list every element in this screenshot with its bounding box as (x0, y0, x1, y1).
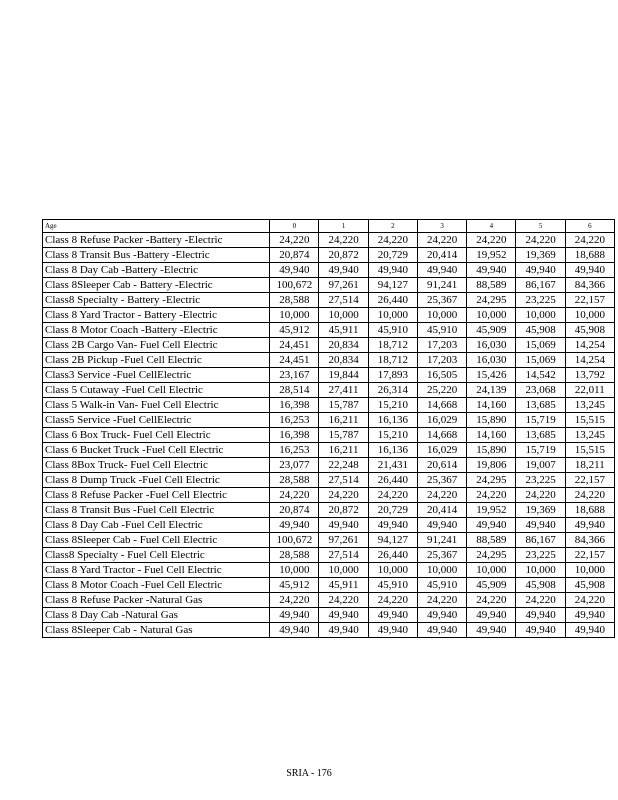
mileage-value: 91,241 (417, 533, 466, 548)
age-column-header: 3 (417, 220, 466, 233)
mileage-value: 16,253 (270, 443, 319, 458)
vehicle-class-label: Class 8 Refuse Packer -Battery -Electric (43, 233, 270, 248)
mileage-value: 13,685 (516, 428, 565, 443)
mileage-value: 49,940 (467, 608, 516, 623)
mileage-value: 26,440 (368, 473, 417, 488)
mileage-value: 18,211 (565, 458, 614, 473)
mileage-value: 45,910 (368, 323, 417, 338)
mileage-value: 88,589 (467, 278, 516, 293)
mileage-value: 26,440 (368, 293, 417, 308)
mileage-value: 88,589 (467, 533, 516, 548)
mileage-value: 24,220 (467, 488, 516, 503)
vehicle-class-label: Class 8 Transit Bus -Battery -Electric (43, 248, 270, 263)
mileage-value: 91,241 (417, 278, 466, 293)
mileage-value: 10,000 (516, 563, 565, 578)
mileage-value: 16,029 (417, 443, 466, 458)
mileage-value: 19,369 (516, 503, 565, 518)
table-row (43, 563, 615, 578)
mileage-value: 19,844 (319, 368, 368, 383)
age-column-header: 0 (270, 220, 319, 233)
table-row (43, 248, 615, 263)
mileage-value: 27,514 (319, 473, 368, 488)
table-row (43, 548, 615, 563)
vehicle-class-label: Class 6 Bucket Truck -Fuel Cell Electric (43, 443, 270, 458)
mileage-value: 49,940 (270, 518, 319, 533)
mileage-value: 20,834 (319, 338, 368, 353)
mileage-value: 100,672 (270, 278, 319, 293)
table-row (43, 308, 615, 323)
mileage-value: 45,909 (467, 323, 516, 338)
mileage-value: 10,000 (417, 563, 466, 578)
mileage-value: 20,729 (368, 503, 417, 518)
mileage-value: 10,000 (565, 563, 614, 578)
mileage-value: 49,940 (417, 608, 466, 623)
mileage-value: 84,366 (565, 533, 614, 548)
mileage-value: 24,220 (270, 488, 319, 503)
mileage-value: 24,220 (565, 488, 614, 503)
mileage-value: 49,940 (516, 608, 565, 623)
mileage-value: 22,248 (319, 458, 368, 473)
page-number: SRIA - 176 (286, 768, 332, 779)
mileage-value: 24,451 (270, 338, 319, 353)
mileage-value: 18,712 (368, 338, 417, 353)
age-column-header: 4 (467, 220, 516, 233)
table-row (43, 383, 615, 398)
mileage-value: 17,203 (417, 353, 466, 368)
mileage-value: 23,225 (516, 293, 565, 308)
mileage-value: 17,893 (368, 368, 417, 383)
mileage-value: 24,220 (516, 233, 565, 248)
vehicle-class-label: Class 8Sleeper Cab - Natural Gas (43, 623, 270, 638)
mileage-value: 24,220 (368, 233, 417, 248)
mileage-value: 24,220 (467, 233, 516, 248)
mileage-value: 49,940 (467, 263, 516, 278)
vehicle-class-label: Class 8Sleeper Cab - Fuel Cell Electric (43, 533, 270, 548)
mileage-value: 16,029 (417, 413, 466, 428)
mileage-value: 25,367 (417, 473, 466, 488)
table-row (43, 593, 615, 608)
mileage-value: 24,220 (319, 233, 368, 248)
mileage-value: 22,157 (565, 293, 614, 308)
mileage-value: 16,398 (270, 428, 319, 443)
mileage-value: 49,940 (319, 608, 368, 623)
table-row (43, 488, 615, 503)
table-row (43, 263, 615, 278)
mileage-value: 23,167 (270, 368, 319, 383)
table-row (43, 278, 615, 293)
vehicle-class-label: Class 8Sleeper Cab - Battery -Electric (43, 278, 270, 293)
mileage-value: 27,514 (319, 548, 368, 563)
mileage-value: 18,688 (565, 503, 614, 518)
mileage-value: 14,668 (417, 398, 466, 413)
mileage-value: 49,940 (565, 263, 614, 278)
mileage-value: 22,011 (565, 383, 614, 398)
mileage-value: 45,911 (319, 323, 368, 338)
mileage-value: 26,440 (368, 548, 417, 563)
mileage-value: 16,211 (319, 413, 368, 428)
mileage-value: 20,614 (417, 458, 466, 473)
mileage-value: 20,729 (368, 248, 417, 263)
mileage-value: 15,515 (565, 443, 614, 458)
mileage-value: 20,872 (319, 248, 368, 263)
mileage-value: 49,940 (516, 263, 565, 278)
vehicle-class-label: Class 8 Motor Coach -Fuel Cell Electric (43, 578, 270, 593)
mileage-value: 24,220 (516, 488, 565, 503)
mileage-value: 49,940 (270, 608, 319, 623)
mileage-value: 45,908 (516, 323, 565, 338)
mileage-value: 10,000 (467, 563, 516, 578)
mileage-value: 16,211 (319, 443, 368, 458)
mileage-value: 24,220 (417, 593, 466, 608)
mileage-value: 24,220 (467, 593, 516, 608)
mileage-value: 45,908 (565, 578, 614, 593)
age-column-header: 5 (516, 220, 565, 233)
table-row (43, 578, 615, 593)
mileage-value: 15,890 (467, 413, 516, 428)
vehicle-class-label: Class 5 Walk-in Van- Fuel Cell Electric (43, 398, 270, 413)
mileage-value: 25,367 (417, 548, 466, 563)
mileage-value: 45,910 (417, 323, 466, 338)
mileage-value: 16,136 (368, 443, 417, 458)
mileage-value: 20,874 (270, 248, 319, 263)
mileage-value: 10,000 (319, 308, 368, 323)
table-row (43, 608, 615, 623)
vehicle-class-label: Class 2B Pickup -Fuel Cell Electric (43, 353, 270, 368)
mileage-value: 24,220 (565, 593, 614, 608)
mileage-value: 24,295 (467, 548, 516, 563)
mileage-value: 20,834 (319, 353, 368, 368)
vehicle-class-label: Class 8 Refuse Packer -Natural Gas (43, 593, 270, 608)
age-column-header: 1 (319, 220, 368, 233)
mileage-value: 28,588 (270, 473, 319, 488)
mileage-value: 13,792 (565, 368, 614, 383)
mileage-value: 97,261 (319, 278, 368, 293)
mileage-value: 23,077 (270, 458, 319, 473)
table-header (43, 220, 615, 233)
mileage-value: 14,668 (417, 428, 466, 443)
mileage-value: 45,908 (516, 578, 565, 593)
mileage-value: 94,127 (368, 278, 417, 293)
mileage-value: 45,910 (417, 578, 466, 593)
mileage-value: 24,220 (270, 233, 319, 248)
mileage-value: 15,426 (467, 368, 516, 383)
vehicle-class-label: Class3 Service -Fuel CellElectric (43, 368, 270, 383)
mileage-value: 49,940 (467, 623, 516, 638)
mileage-value: 97,261 (319, 533, 368, 548)
mileage-value: 15,515 (565, 413, 614, 428)
mileage-value: 45,909 (467, 578, 516, 593)
mileage-value: 16,030 (467, 353, 516, 368)
mileage-value: 28,588 (270, 548, 319, 563)
vehicle-class-label: Class 8 Day Cab -Battery -Electric (43, 263, 270, 278)
mileage-value: 24,220 (417, 233, 466, 248)
table-row (43, 533, 615, 548)
mileage-value: 10,000 (368, 308, 417, 323)
mileage-value: 10,000 (516, 308, 565, 323)
mileage-value: 24,220 (368, 488, 417, 503)
mileage-value: 16,136 (368, 413, 417, 428)
mileage-value: 23,225 (516, 548, 565, 563)
vehicle-class-label: Class 2B Cargo Van- Fuel Cell Electric (43, 338, 270, 353)
mileage-value: 15,210 (368, 398, 417, 413)
mileage-value: 26,314 (368, 383, 417, 398)
vehicle-class-label: Class 5 Cutaway -Fuel Cell Electric (43, 383, 270, 398)
table-row (43, 293, 615, 308)
mileage-value: 45,912 (270, 323, 319, 338)
mileage-value: 49,940 (319, 623, 368, 638)
age-column-header: 2 (368, 220, 417, 233)
mileage-value: 45,911 (319, 578, 368, 593)
mileage-value: 20,872 (319, 503, 368, 518)
mileage-value: 49,940 (319, 263, 368, 278)
mileage-value: 10,000 (417, 308, 466, 323)
mileage-value: 15,069 (516, 338, 565, 353)
age-column-header: 6 (565, 220, 614, 233)
mileage-value: 19,952 (467, 248, 516, 263)
table-row (43, 503, 615, 518)
mileage-value: 24,220 (417, 488, 466, 503)
vehicle-class-label: Class5 Service -Fuel CellElectric (43, 413, 270, 428)
mileage-value: 18,688 (565, 248, 614, 263)
mileage-value: 14,160 (467, 398, 516, 413)
mileage-value: 84,366 (565, 278, 614, 293)
mileage-value: 49,940 (565, 623, 614, 638)
mileage-value: 24,220 (565, 233, 614, 248)
table-row (43, 443, 615, 458)
vehicle-class-label: Class8 Specialty - Fuel Cell Electric (43, 548, 270, 563)
mileage-value: 49,940 (368, 518, 417, 533)
table-row (43, 473, 615, 488)
mileage-value: 25,367 (417, 293, 466, 308)
mileage-value: 16,505 (417, 368, 466, 383)
table-row (43, 398, 615, 413)
mileage-value: 49,940 (516, 623, 565, 638)
mileage-value: 49,940 (565, 518, 614, 533)
mileage-value: 24,139 (467, 383, 516, 398)
vehicle-class-label: Class 8 Yard Tractor - Battery -Electric (43, 308, 270, 323)
mileage-value: 19,007 (516, 458, 565, 473)
mileage-value: 24,220 (319, 593, 368, 608)
mileage-value: 15,719 (516, 443, 565, 458)
vehicle-class-label: Class 8 Day Cab -Natural Gas (43, 608, 270, 623)
mileage-value: 45,908 (565, 323, 614, 338)
mileage-value: 20,414 (417, 248, 466, 263)
vehicle-class-label: Class 8 Dump Truck -Fuel Cell Electric (43, 473, 270, 488)
mileage-value: 14,160 (467, 428, 516, 443)
mileage-value: 23,068 (516, 383, 565, 398)
mileage-value: 49,940 (368, 623, 417, 638)
mileage-value: 13,245 (565, 398, 614, 413)
mileage-value: 45,910 (368, 578, 417, 593)
mileage-value: 16,253 (270, 413, 319, 428)
mileage-value: 10,000 (319, 563, 368, 578)
mileage-value: 10,000 (467, 308, 516, 323)
mileage-value: 28,514 (270, 383, 319, 398)
table-body (43, 233, 615, 638)
mileage-value: 49,940 (565, 608, 614, 623)
mileage-value: 24,220 (368, 593, 417, 608)
mileage-value: 22,157 (565, 548, 614, 563)
mileage-value: 18,712 (368, 353, 417, 368)
table-row (43, 353, 615, 368)
mileage-value: 100,672 (270, 533, 319, 548)
mileage-by-age-table (42, 219, 615, 638)
mileage-value: 86,167 (516, 533, 565, 548)
mileage-value: 25,220 (417, 383, 466, 398)
mileage-value: 10,000 (368, 563, 417, 578)
mileage-value: 15,890 (467, 443, 516, 458)
vehicle-class-label: Class 8 Transit Bus -Fuel Cell Electric (43, 503, 270, 518)
mileage-value: 49,940 (368, 263, 417, 278)
mileage-value: 17,203 (417, 338, 466, 353)
mileage-value: 23,225 (516, 473, 565, 488)
mileage-value: 14,254 (565, 338, 614, 353)
mileage-value: 10,000 (270, 308, 319, 323)
table-row (43, 323, 615, 338)
vehicle-class-label: Class 8 Motor Coach -Battery -Electric (43, 323, 270, 338)
mileage-value: 10,000 (270, 563, 319, 578)
vehicle-class-label: Class 6 Box Truck- Fuel Cell Electric (43, 428, 270, 443)
mileage-value: 20,874 (270, 503, 319, 518)
header-row (43, 220, 615, 233)
mileage-value: 86,167 (516, 278, 565, 293)
table-row (43, 233, 615, 248)
mileage-value: 24,220 (270, 593, 319, 608)
table-row (43, 428, 615, 443)
mileage-value: 19,806 (467, 458, 516, 473)
mileage-value: 49,940 (319, 518, 368, 533)
mileage-value: 15,719 (516, 413, 565, 428)
mileage-value: 94,127 (368, 533, 417, 548)
table-row (43, 368, 615, 383)
mileage-value: 13,245 (565, 428, 614, 443)
table-row (43, 338, 615, 353)
mileage-value: 49,940 (516, 518, 565, 533)
mileage-value: 49,940 (270, 263, 319, 278)
mileage-value: 24,220 (516, 593, 565, 608)
table-row (43, 623, 615, 638)
table-row (43, 518, 615, 533)
mileage-value: 28,588 (270, 293, 319, 308)
mileage-value: 24,295 (467, 293, 516, 308)
mileage-value: 22,157 (565, 473, 614, 488)
mileage-value: 27,514 (319, 293, 368, 308)
mileage-value: 24,295 (467, 473, 516, 488)
table-row (43, 458, 615, 473)
mileage-value: 15,787 (319, 398, 368, 413)
mileage-value: 20,414 (417, 503, 466, 518)
mileage-value: 49,940 (368, 608, 417, 623)
mileage-value: 14,542 (516, 368, 565, 383)
mileage-value: 24,451 (270, 353, 319, 368)
mileage-value: 16,398 (270, 398, 319, 413)
mileage-value: 16,030 (467, 338, 516, 353)
mileage-value: 49,940 (417, 623, 466, 638)
mileage-value: 45,912 (270, 578, 319, 593)
mileage-value: 49,940 (270, 623, 319, 638)
mileage-value: 19,369 (516, 248, 565, 263)
mileage-value: 49,940 (417, 263, 466, 278)
mileage-value: 49,940 (467, 518, 516, 533)
mileage-value: 21,431 (368, 458, 417, 473)
mileage-value: 27,411 (319, 383, 368, 398)
vehicle-class-label: Class 8 Day Cab -Fuel Cell Electric (43, 518, 270, 533)
mileage-value: 15,069 (516, 353, 565, 368)
vehicle-class-label: Class 8 Yard Tractor - Fuel Cell Electric (43, 563, 270, 578)
mileage-value: 15,210 (368, 428, 417, 443)
mileage-value: 10,000 (565, 308, 614, 323)
table-row (43, 413, 615, 428)
mileage-value: 15,787 (319, 428, 368, 443)
vehicle-class-label: Class 8Box Truck- Fuel Cell Electric (43, 458, 270, 473)
mileage-value: 49,940 (417, 518, 466, 533)
mileage-value: 14,254 (565, 353, 614, 368)
vehicle-class-label: Class 8 Refuse Packer -Fuel Cell Electric (43, 488, 270, 503)
age-header-label: Age (43, 220, 270, 233)
vehicle-class-label: Class8 Specialty - Battery -Electric (43, 293, 270, 308)
mileage-value: 13,685 (516, 398, 565, 413)
mileage-value: 19,952 (467, 503, 516, 518)
mileage-value: 24,220 (319, 488, 368, 503)
